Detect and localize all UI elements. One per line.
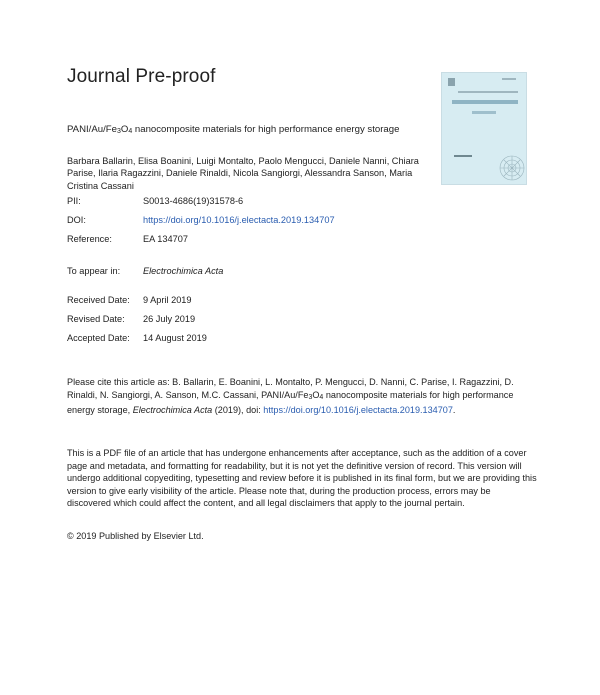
accepted-value: 14 August 2019 — [143, 333, 207, 343]
citation-subscript: 3 — [308, 393, 313, 401]
journal-cover-graphic — [442, 73, 526, 184]
accepted-label: Accepted Date: — [67, 333, 130, 343]
citation-paragraph — [67, 376, 537, 417]
journal-cover-thumbnail — [441, 72, 527, 185]
received-label: Received Date: — [67, 295, 130, 305]
citation-subscript: 4 — [319, 393, 324, 401]
appear-label: To appear in: — [67, 266, 121, 276]
preproof-notice: This is a PDF file of an article that has undergone enhancements after acceptance, such as the addition of a cover page and metadata, and formatting for readability, but it is not yet the definitive version of record. This version will undergo additional copyediting, typesetting and review before it is published in its final form, but we are providing this version to give early visibility of the article. Please note that, during the production process, errors may be discovered which could affect the content, and all legal disclaimers that apply to the journal pertain. — [67, 448, 537, 509]
journal-preproof-label: Journal Pre-proof — [67, 66, 216, 87]
title-part: O — [120, 124, 129, 135]
author-list: Barbara Ballarin, Elisa Boanini, Luigi Montalto, Paolo Mengucci, Daniele Nanni, Chiara Parise, Ilaria Ragazzini, Daniele Rinaldi, Nicola Sangiorgi, Alessandra Sanson, Maria Cristina Cassani — [67, 156, 419, 191]
doi-label: DOI: — [67, 215, 86, 225]
revised-label: Revised Date: — [67, 314, 125, 324]
revised-value: 26 July 2019 — [143, 314, 196, 324]
copyright-notice: © 2019 Published by Elsevier Ltd. — [67, 531, 204, 541]
article-title — [67, 124, 399, 135]
title-subscript: 3 — [116, 128, 121, 135]
reference-value: EA 134707 — [143, 234, 188, 244]
citation-oxygen: O — [312, 389, 320, 400]
title-part: nanocomposite materials for high performance energy storage — [132, 124, 400, 135]
appear-journal: Electrochimica Acta — [143, 266, 224, 276]
title-part: PANI/Au/Fe — [67, 124, 117, 135]
reference-label: Reference: — [67, 234, 112, 244]
citation-journal: Electrochimica Acta — [132, 405, 213, 416]
citation-doi-link[interactable]: https://doi.org/10.1016/j.electacta.2019.134707 — [263, 405, 453, 416]
doi-link[interactable]: https://doi.org/10.1016/j.electacta.2019.134707 — [143, 215, 335, 225]
citation-year: (2019), doi: — [212, 405, 264, 416]
citation-mid: nanocomposite materials for high performance energy storage, — [67, 389, 514, 416]
citation-end: . — [452, 405, 456, 416]
title-subscript: 4 — [128, 128, 133, 135]
received-value: 9 April 2019 — [143, 295, 192, 305]
pii-value: S0013-4686(19)31578-6 — [143, 196, 244, 206]
citation-prefix: Please cite this article as: B. Ballarin, E. Boanini, L. Montalto, P. Mengucci, D. Nanni, C. Parise, I. Ragazzini, D. Rinaldi, N. Sangiorgi, A. Sanson, M.C. Cassani, PANI/Au/Fe — [67, 377, 514, 400]
pii-label: PII: — [67, 196, 81, 206]
